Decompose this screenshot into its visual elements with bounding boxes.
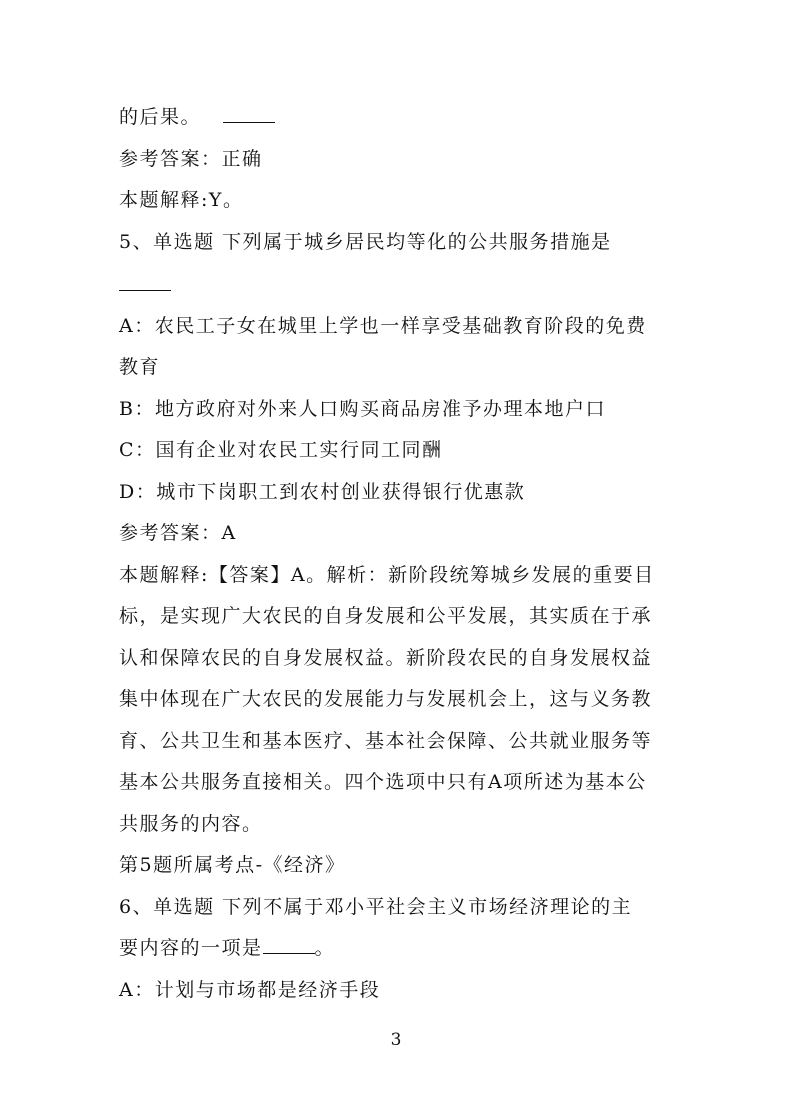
answer-blank	[263, 935, 315, 954]
question-6: 6、单选题 下列不属于邓小平社会主义市场经济理论的主	[119, 896, 633, 918]
explanation: 共服务的内容。	[119, 813, 263, 835]
explanation: 育、公共卫生和基本医疗、基本社会保障、公共就业服务等	[119, 730, 653, 752]
reference-answer: 参考答案：A	[119, 522, 237, 544]
answer-blank	[223, 104, 275, 123]
text-line: 的后果。	[119, 104, 275, 130]
explanation: 本题解释:Y。	[119, 189, 244, 211]
reference-answer: 参考答案：正确	[119, 148, 263, 170]
page-number: 3	[390, 1030, 402, 1050]
question-5: 5、单选题 下列属于城乡居民均等化的公共服务措施是	[119, 231, 612, 253]
question-6-continued: 要内容的一项是 。	[119, 937, 336, 959]
option-a: A：计划与市场都是经济手段	[119, 979, 381, 1001]
option-b: B：地方政府对外来人口购买商品房准予办理本地户口	[119, 398, 606, 420]
topic-tag: 第5题所属考点-《经济》	[119, 854, 346, 876]
explanation: 认和保障农民的自身发展权益。新阶段农民的自身发展权益	[119, 647, 653, 669]
explanation: 集中体现在广大农民的发展能力与发展机会上，这与义务教	[119, 688, 653, 710]
option-d: D：城市下岗职工到农村创业获得银行优惠款	[119, 481, 526, 503]
answer-blank	[119, 290, 171, 291]
explanation: 本题解释:【答案】A。解析：新阶段统筹城乡发展的重要目	[119, 564, 655, 586]
option-a-continued: 教育	[119, 356, 161, 378]
option-c: C：国有企业对农民工实行同工同酬	[119, 439, 443, 461]
explanation: 基本公共服务直接相关。四个选项中只有A项所述为基本公	[119, 771, 647, 793]
explanation: 标，是实现广大农民的自身发展和公平发展，其实质在于承	[119, 605, 653, 627]
option-a: A：农民工子女在城里上学也一样享受基础教育阶段的免费	[119, 315, 647, 337]
